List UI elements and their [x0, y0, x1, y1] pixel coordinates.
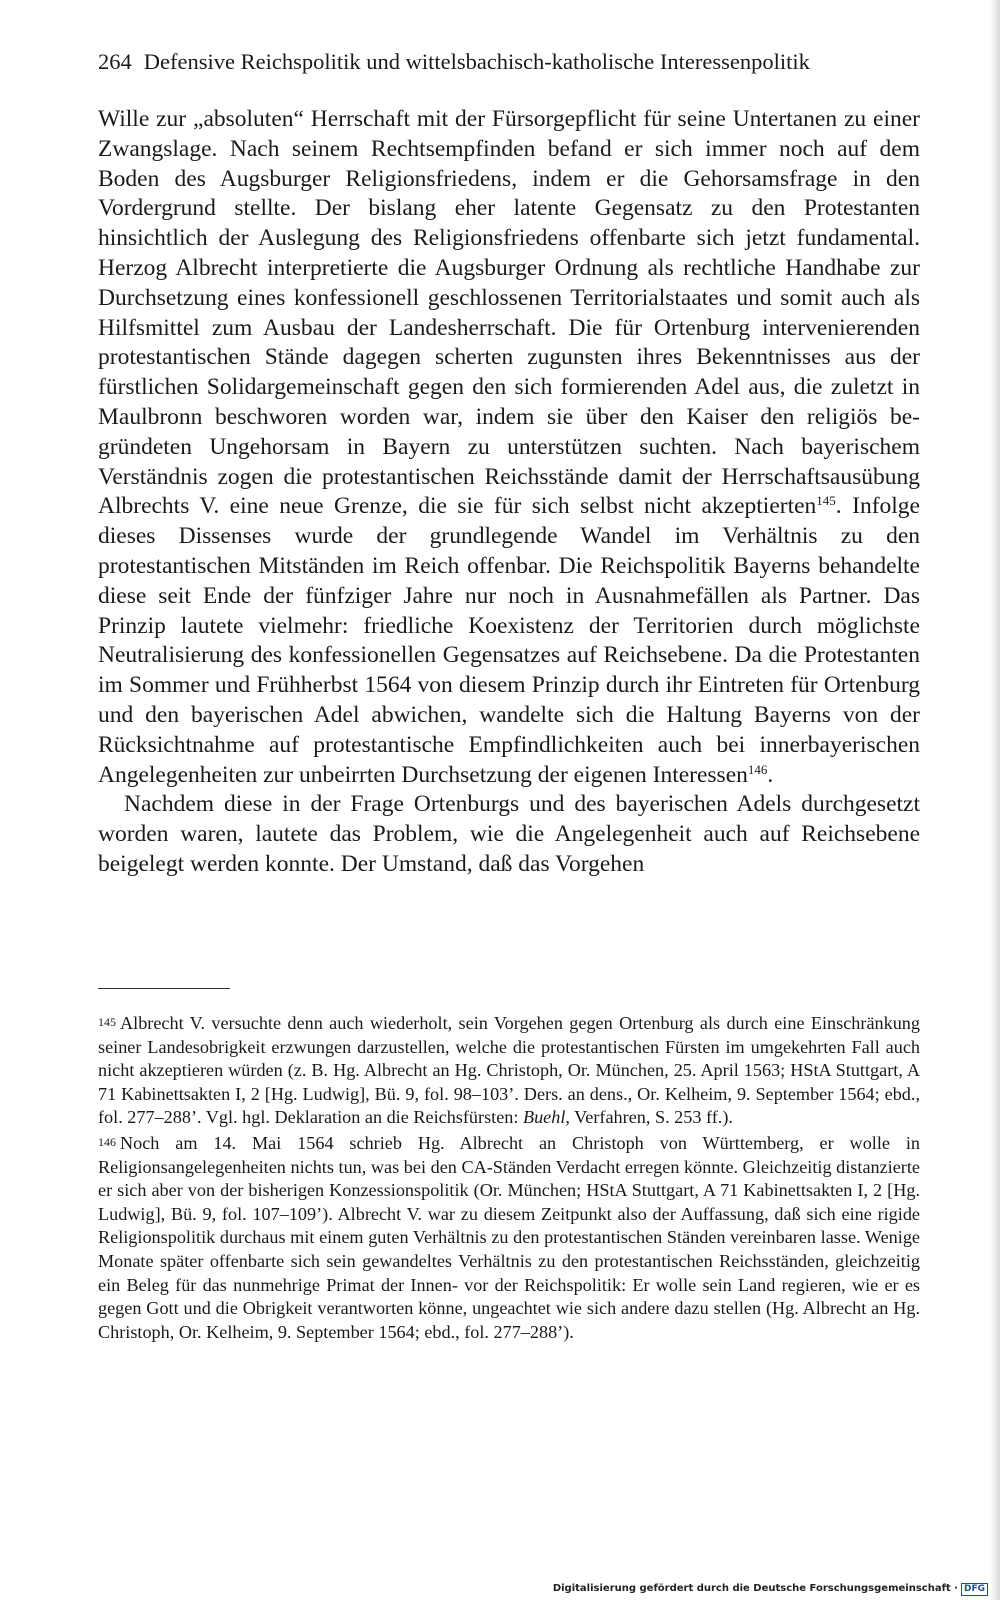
paragraph-1-text-a: Wille zur „absoluten“ Herrschaft mit der Fürsorgepflicht für seine Untertanen zu einer Zwangslage. Nach seinem Rechtsempfinden befand er sich immer noch auf dem Boden des Augsburger Religionsfriedens, indem er die Gehorsamsfrage in den Vordergrund stellte. Der bislang eher latente Gegensatz zu den Protestanten hinsichtlich der Auslegung des Religionsfriedens offenbarte sich jetzt fundamental. Herzog Albrecht interpretierte die Augsburger Ordnung als rechtliche Handhabe zur Durchsetzung eines konfessionell geschlossenen Territorialstaates und somit auch als Hilfsmittel zum Ausbau der Landesherrschaft. Die für Ortenburg intervenierenden protestantischen Stände dagegen scherten zugunsten ihres Bekenntnisses aus der fürstlichen Solidargemeinschaft gegen den sich formierenden Adel aus, die zuletzt in Maulbronn beschworen worden war, indem sie über den Kaiser den religiös begründeten Ungehorsam in Bayern zu unterstützen suchten. Nach bayerischem Verständnis zogen die protestantischen Reichsstände damit der Herrschaftsausübung Albrechts V. eine neue Grenze, die sie für sich selbst nicht akzeptierten [98, 106, 920, 520]
paragraph-1-text-c: . [767, 761, 774, 788]
running-header [98, 48, 898, 76]
footnote-marker-145: 145 [98, 1015, 116, 1029]
digitization-credit [553, 1583, 988, 1596]
footnote-146-text: Noch am 14. Mai 1564 schrieb Hg. Albrecht an Christoph von Württemberg, er wolle in Religionsangelegenheiten nichts tun, was bei den CA-Ständen Verdacht erregen könnte. Gleichzeitig distanzierte er sich aber von der bisherigen Konzessionspolitik (Or. München; HStA Stuttgart, A 71 Kabinettsakten I, 2 [Hg. Ludwig], Bü. 9, fol. 107–109’). Albrecht V. war zu diesem Zeitpunkt also der Auffassung, daß sich eine rigide Religionspolitik durchaus mit einem guten Verhältnis zu den protestantischen Ständen vereinbaren lasse. Wenige Monate später offenbarte sich sein gewandeltes Verhältnis zu den protestantischen Reichsständen, gleichzeitig ein Beleg für das nunmehrige Primat der Innen- vor der Reichspolitik: Er wolle sein Land regieren, wie er es gegen Gott und die Obrigkeit verantworten könne, ungeachtet wie sich andere dazu stellen (Hg. Albrecht an Hg. Christoph, Or. Kelheim, 9. September 1564; ebd., fol. 277–288’). [98, 1132, 920, 1342]
running-title: Defensive Reichspolitik und wittelsbachisch-katholische Interessenpolitik [143, 49, 810, 74]
footnote-145 [98, 1011, 920, 1130]
footnotes [98, 1011, 920, 1344]
footnote-146 [98, 1131, 920, 1344]
main-text [98, 105, 920, 880]
page-number: 264 [98, 49, 132, 74]
paragraph-2: Nachdem diese in der Frage Ortenburgs und des bayerischen Adels durchgesetzt worden waren, lautete das Problem, wie die Angelegenheit auch auf Reichsebene beigelegt werden konnte. Der Umstand, daß das Vorgehen [98, 791, 920, 877]
footnote-marker-146: 146 [98, 1134, 116, 1149]
footnote-separator [98, 988, 230, 989]
footnote-145-text-b: , Verfahren, S. 253 ff.). [565, 1107, 733, 1128]
footnote-ref-146: 146 [747, 761, 768, 777]
credit-text: Digitalisierung gefördert durch die Deutsche Forschungsgemeinschaft · [552, 1583, 958, 1594]
dfg-logo: DFG [961, 1583, 988, 1596]
paragraph-1-text-b: . Infolge dieses Dissenses wurde der grundlegende Wandel im Verhältnis zu den protestantischen Mitständen im Reich offenbar. Die Reichspolitik Bayerns behandelte diese seit Ende der fünfziger Jahre nur noch in Ausnahmefällen als Partner. Das Prinzip lautete vielmehr: friedliche Koexistenz der Territorien durch möglichste Neutralisierung des konfessionellen Gegensatzes auf Reichsebene. Da die Protestanten im Sommer und Frühherbst 1564 von diesem Prinzip durch ihr Eintreten für Ortenburg und den bayerischen Adel abwichen, wandelte sich die Haltung Bayerns von der Rücksichtnahme auf protestantische Empfindlichkeiten auch bei innerbayerischen Angelegenheiten zur unbeirrten Durchsetzung der eigenen Interessen [98, 493, 920, 788]
footnote-145-text-a: Albrecht V. versuchte denn auch wiederholt, sein Vorgehen gegen Ortenburg als durch eine Einschränkung seiner Landesobrigkeit erzwungen darzustellen, welche die protestantischen Fürsten im umgekehrten Fall auch nicht akzeptieren würden (z. B. Hg. Albrecht an Hg. Christoph, Or. München, 25. April 1563; HStA Stuttgart, A 71 Kabinettsakten I, 2 [Hg. Ludwig], Bü. 9, fol. 98–103’. Ders. an dens., Or. Kelheim, 9. September 1564; ebd., fol. 277–288’. Vgl. hgl. Deklaration an die Reichsfürsten: [98, 1013, 920, 1128]
footnote-ref-145: 145 [816, 493, 836, 509]
scan-edge [990, 0, 1000, 1600]
footnote-145-author: Buehl [522, 1107, 566, 1128]
paragraph-1 [98, 105, 920, 790]
